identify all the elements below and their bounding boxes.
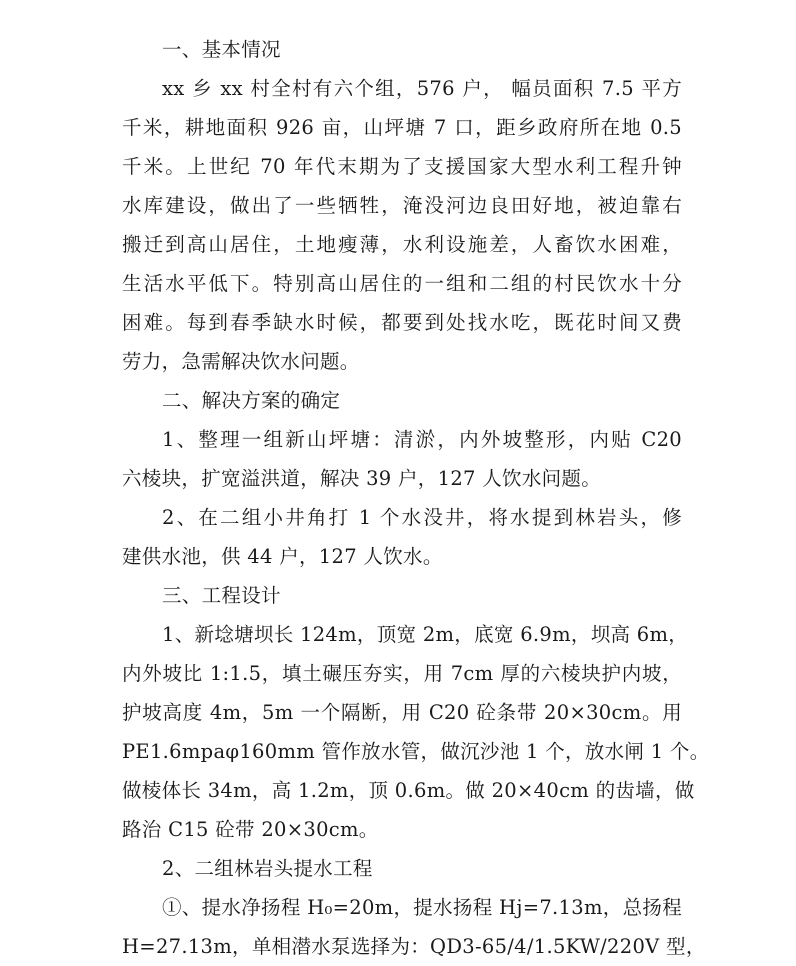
paragraph-line: 1、新埝塘坝长 124m，顶宽 2m，底宽 6.9m，坝高 6m，: [162, 623, 689, 646]
paragraph-line: 劳力，急需解决饮水问题。: [122, 350, 360, 373]
document-page: [122, 30, 710, 966]
paragraph-line: xx 乡 xx 村全村有六个组，576 户， 幅员面积 7.5 平方: [162, 77, 682, 100]
paragraph-line: 做棱体长 34m，高 1.2m，顶 0.6m。做 20×40cm 的齿墙，做: [122, 779, 695, 802]
paragraph-line: 2、在二组小井角打 1 个水没井，将水提到林岩头，修: [162, 506, 682, 529]
paragraph-line: 护坡高度 4m，5m 一个隔断，用 C20 砼条带 20×30cm。用: [122, 701, 682, 724]
paragraph-line: 内外坡比 1:1.5，填土碾压夯实，用 7cm 厚的六棱块护内坡，: [122, 662, 682, 685]
section-heading-basic: 一、基本情况: [162, 38, 281, 61]
subsection-heading-pumping: 2、二组林岩头提水工程: [162, 857, 373, 880]
paragraph-line: 六棱块，扩宽溢洪道，解决 39 户，127 人饮水问题。: [122, 467, 602, 490]
paragraph-line: 千米。上世纪 70 年代末期为了支援国家大型水利工程升钟: [122, 155, 682, 178]
section-heading-design: 三、工程设计: [162, 584, 281, 607]
paragraph-line: 水库建设，做出了一些牺牲，淹没河边良田好地，被迫靠右: [122, 194, 682, 217]
section-heading-solution: 二、解决方案的确定: [162, 389, 341, 412]
paragraph-line: 困难。每到春季缺水时候，都要到处找水吃，既花时间又费: [122, 311, 682, 334]
paragraph-line: 千米，耕地面积 926 亩，山坪塘 7 口，距乡政府所在地 0.5: [122, 116, 682, 139]
paragraph-line: 生活水平低下。特别高山居住的一组和二组的村民饮水十分: [122, 272, 682, 295]
paragraph-line: H=27.13m，单相潜水泵选择为：QD3-65/4/1.5KW/220V 型，: [122, 935, 706, 958]
paragraph-line: 路治 C15 砼带 20×30cm。: [122, 818, 379, 841]
paragraph-line: 1、整理一组新山坪塘：清淤，内外坡整形，内贴 C20: [162, 428, 682, 451]
paragraph-line: PE1.6mpaφ160mm 管作放水管，做沉沙池 1 个，放水闸 1 个。: [122, 740, 710, 763]
paragraph-line: ①、提水净扬程 H₀=20m，提水扬程 Hj=7.13m，总扬程: [162, 896, 682, 919]
paragraph-line: 建供水池，供 44 户，127 人饮水。: [122, 545, 443, 568]
paragraph-line: 搬迁到高山居住，土地瘦薄，水利设施差，人畜饮水困难，: [122, 233, 682, 256]
